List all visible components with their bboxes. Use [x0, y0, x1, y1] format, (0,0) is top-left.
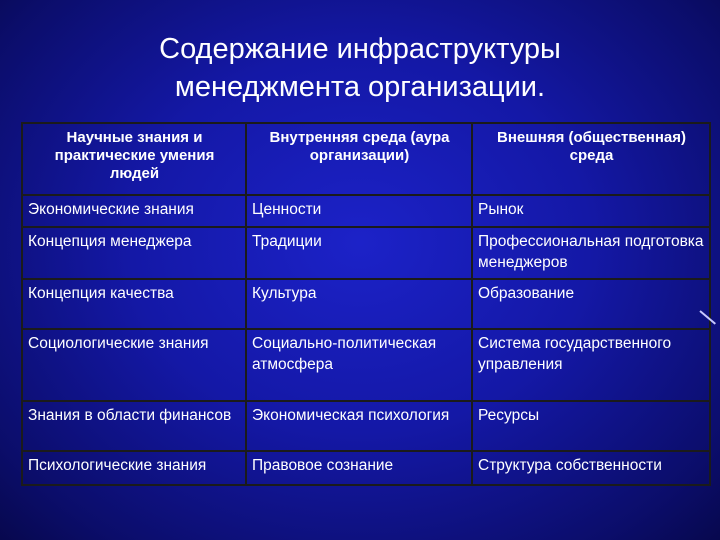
table-row: [22, 227, 710, 279]
table-cell: Ресурсы: [472, 401, 710, 451]
table-row: [22, 279, 710, 329]
slide-title-line-1: Содержание инфраструктуры: [159, 33, 561, 65]
table-cell: Традиции: [246, 227, 472, 279]
table-cell: Социально-политическая атмосфера: [246, 329, 472, 401]
table-cell: Знания в области финансов: [22, 401, 246, 451]
slide-title-line-2: менеджмента организации.: [174, 71, 546, 103]
table-cell: Образование: [472, 279, 710, 329]
table-row: [22, 401, 710, 451]
table-cell: Концепция качества: [22, 279, 246, 329]
table-cell: Ценности: [246, 195, 472, 227]
table-cell: Социологические знания: [22, 329, 246, 401]
slide-title: [60, 30, 660, 106]
table-cell: Культура: [246, 279, 472, 329]
table-cell: Психологические знания: [22, 451, 246, 485]
table-cell: Правовое сознание: [246, 451, 472, 485]
column-header-scientific-knowledge: Научные знания и практические умения людей: [22, 123, 246, 195]
table-row: [22, 451, 710, 485]
table-cell: Экономическая психология: [246, 401, 472, 451]
table-cell: Система государственного управления: [472, 329, 710, 401]
column-header-internal-environment: Внутренняя среда (аура организации): [246, 123, 472, 195]
table-cell: Рынок: [472, 195, 710, 227]
column-header-external-environment: Внешняя (общественная) среда: [472, 123, 710, 195]
table-cell: Концепция менеджера: [22, 227, 246, 279]
table-header-row: [22, 123, 710, 195]
table-row: [22, 195, 710, 227]
table-row: [22, 329, 710, 401]
table-cell: Структура собственности: [472, 451, 710, 485]
table-cell: Профессиональная подготовка менеджеров: [472, 227, 710, 279]
infrastructure-table: [21, 122, 711, 486]
table-cell: Экономические знания: [22, 195, 246, 227]
